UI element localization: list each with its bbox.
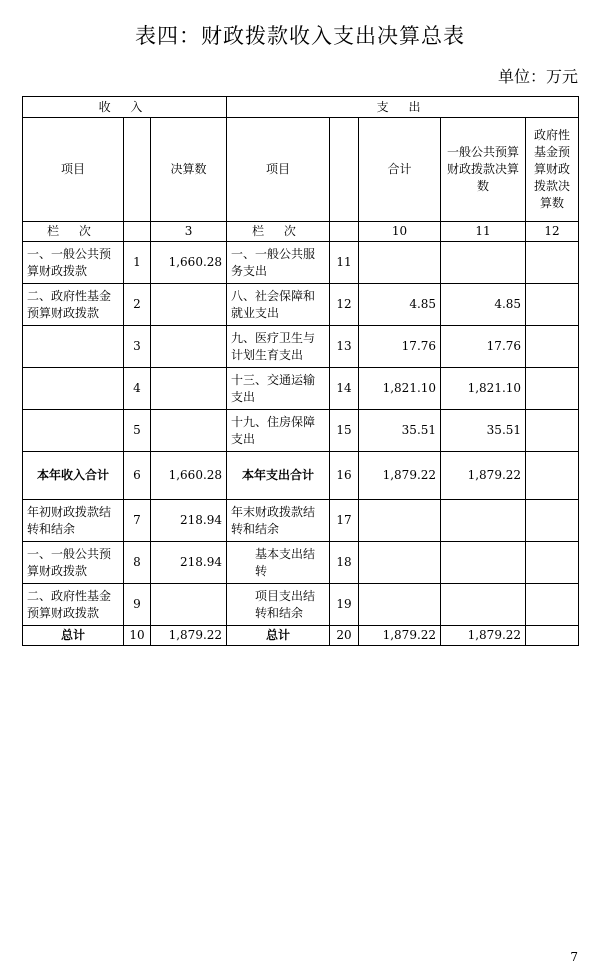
income-row-number: 10 <box>124 626 151 646</box>
total-col-number: 10 <box>359 222 441 242</box>
income-row-number: 2 <box>124 284 151 326</box>
table-row <box>23 368 579 410</box>
expense-general: 17.76 <box>441 326 526 368</box>
expense-row-number: 17 <box>330 500 359 542</box>
expense-total <box>359 242 441 284</box>
income-col-blank <box>124 222 151 242</box>
expense-total: 4.85 <box>359 284 441 326</box>
income-item <box>23 410 124 452</box>
expense-general <box>441 584 526 626</box>
income-row-number: 7 <box>124 500 151 542</box>
expense-general: 1,821.10 <box>441 368 526 410</box>
income-row-number: 3 <box>124 326 151 368</box>
expense-general: 4.85 <box>441 284 526 326</box>
income-item: 本年收入合计 <box>23 452 124 500</box>
table-row <box>23 500 579 542</box>
expense-header: 支 出 <box>227 97 579 118</box>
section-header-row <box>23 97 579 118</box>
table-row <box>23 584 579 626</box>
expense-total <box>359 542 441 584</box>
expense-total: 1,879.22 <box>359 452 441 500</box>
expense-fund <box>526 500 579 542</box>
table-row <box>23 542 579 584</box>
expense-row-number: 14 <box>330 368 359 410</box>
expense-row-number: 15 <box>330 410 359 452</box>
expense-fund <box>526 242 579 284</box>
expense-item: 本年支出合计 <box>227 452 330 500</box>
expense-general <box>441 242 526 284</box>
table-row <box>23 626 579 646</box>
income-amount <box>151 410 227 452</box>
expense-item: 项目支出结转和结余 <box>227 584 330 626</box>
income-amount <box>151 326 227 368</box>
income-amount <box>151 284 227 326</box>
page-number: 7 <box>570 950 578 964</box>
table-row <box>23 242 579 284</box>
expense-total <box>359 500 441 542</box>
expense-row-number: 11 <box>330 242 359 284</box>
expense-total: 35.51 <box>359 410 441 452</box>
expense-total: 1,879.22 <box>359 626 441 646</box>
unit-label: 单位：万元 <box>497 67 578 86</box>
expense-item: 八、社会保障和就业支出 <box>227 284 330 326</box>
table-row <box>23 452 579 500</box>
expense-total-header: 合计 <box>359 118 441 222</box>
income-item: 二、政府性基金预算财政拨款 <box>23 284 124 326</box>
income-no-header <box>124 118 151 222</box>
income-item <box>23 326 124 368</box>
expense-fund <box>526 326 579 368</box>
income-col-number: 3 <box>151 222 227 242</box>
expense-item: 基本支出结转 <box>227 542 330 584</box>
expense-col-blank <box>330 222 359 242</box>
expense-general <box>441 500 526 542</box>
expense-fund <box>526 452 579 500</box>
income-item: 总计 <box>23 626 124 646</box>
expense-item: 一、一般公共服务支出 <box>227 242 330 284</box>
table-row <box>23 326 579 368</box>
table-row <box>23 284 579 326</box>
income-amount <box>151 584 227 626</box>
expense-fund <box>526 626 579 646</box>
income-item <box>23 368 124 410</box>
income-row-number: 9 <box>124 584 151 626</box>
income-row-number: 4 <box>124 368 151 410</box>
general-col-number: 11 <box>441 222 526 242</box>
expense-total: 1,821.10 <box>359 368 441 410</box>
expense-general <box>441 542 526 584</box>
expense-item: 十三、交通运输支出 <box>227 368 330 410</box>
income-amount: 218.94 <box>151 500 227 542</box>
income-amount: 1,660.28 <box>151 452 227 500</box>
income-amount-header: 决算数 <box>151 118 227 222</box>
column-number-row <box>23 222 579 242</box>
fund-col-number: 12 <box>526 222 579 242</box>
income-amount: 1,660.28 <box>151 242 227 284</box>
income-item-header: 项目 <box>23 118 124 222</box>
expense-row-number: 13 <box>330 326 359 368</box>
column-header-row <box>23 118 579 222</box>
expense-row-number: 18 <box>330 542 359 584</box>
income-row-number: 1 <box>124 242 151 284</box>
expense-fund <box>526 410 579 452</box>
expense-general: 1,879.22 <box>441 626 526 646</box>
expense-total: 17.76 <box>359 326 441 368</box>
expense-item: 总计 <box>227 626 330 646</box>
income-item: 一、一般公共预算财政拨款 <box>23 542 124 584</box>
gov-fund-header: 政府性基金预算财政拨款决算数 <box>526 118 579 222</box>
income-row-number: 6 <box>124 452 151 500</box>
income-amount: 1,879.22 <box>151 626 227 646</box>
page-title: 表四：财政拨款收入支出决算总表 <box>135 24 465 48</box>
expense-fund <box>526 542 579 584</box>
expense-item: 年末财政拨款结转和结余 <box>227 500 330 542</box>
income-amount <box>151 368 227 410</box>
income-item: 一、一般公共预算财政拨款 <box>23 242 124 284</box>
income-row-number: 8 <box>124 542 151 584</box>
income-amount: 218.94 <box>151 542 227 584</box>
expense-fund <box>526 584 579 626</box>
expense-item: 九、医疗卫生与计划生育支出 <box>227 326 330 368</box>
income-item: 年初财政拨款结转和结余 <box>23 500 124 542</box>
income-row-number: 5 <box>124 410 151 452</box>
expense-item: 十九、住房保障支出 <box>227 410 330 452</box>
expense-row-number: 20 <box>330 626 359 646</box>
expense-item-header: 项目 <box>227 118 330 222</box>
expense-row-number: 12 <box>330 284 359 326</box>
expense-fund <box>526 284 579 326</box>
table-row <box>23 410 579 452</box>
income-item: 二、政府性基金预算财政拨款 <box>23 584 124 626</box>
general-budget-header: 一般公共预算财政拨款决算数 <box>441 118 526 222</box>
expense-fund <box>526 368 579 410</box>
expense-col-label: 栏 次 <box>227 222 330 242</box>
budget-table <box>22 96 579 646</box>
expense-row-number: 16 <box>330 452 359 500</box>
expense-row-number: 19 <box>330 584 359 626</box>
expense-no-header <box>330 118 359 222</box>
expense-total <box>359 584 441 626</box>
expense-general: 1,879.22 <box>441 452 526 500</box>
income-col-label: 栏 次 <box>23 222 124 242</box>
income-header: 收 入 <box>23 97 227 118</box>
expense-general: 35.51 <box>441 410 526 452</box>
